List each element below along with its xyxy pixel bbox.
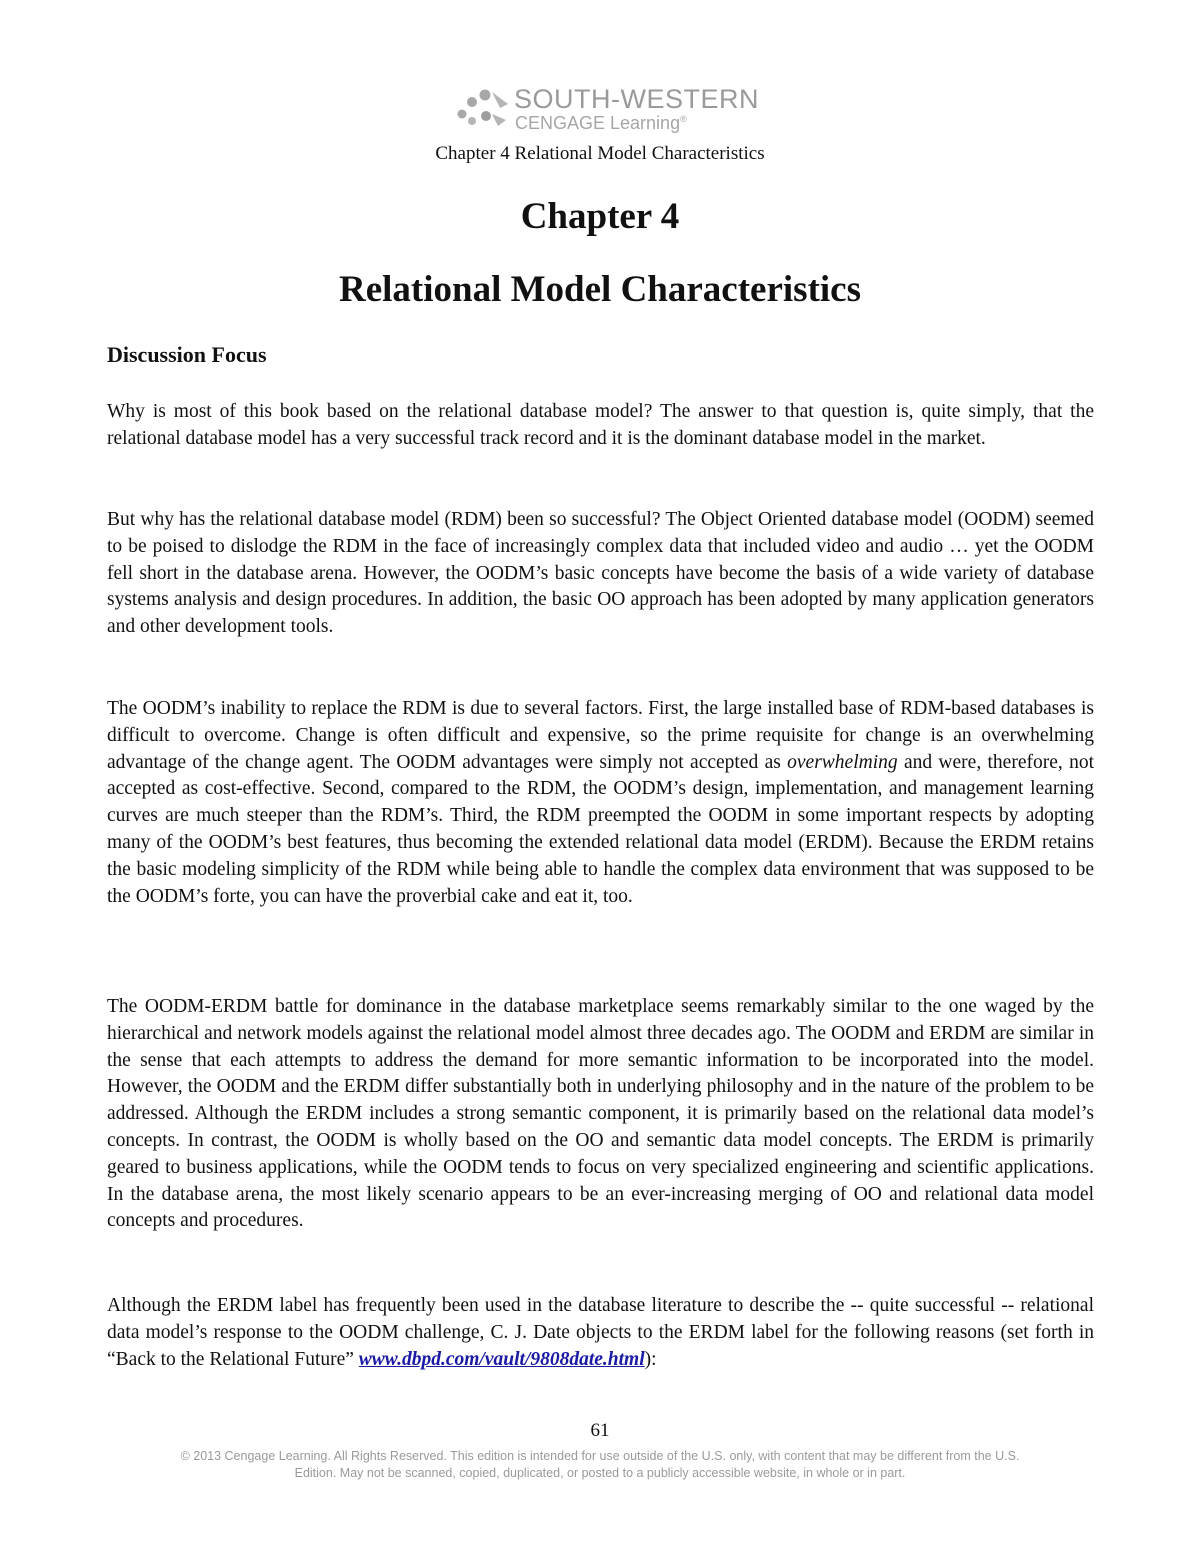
copyright-line-2: Edition. May not be scanned, copied, duplicated, or posted to a publicly accessible website, in whole or in part. [294,1466,906,1480]
copyright-footer [100,1448,1100,1482]
page-number: 61 [590,1420,610,1441]
logo-wordmark-cengage: CENGAGE Learning® [515,113,687,133]
cengage-logo-icon [452,86,510,132]
paragraph-1: Why is most of this book based on the relational database model? The answer to that question is, quite simply, that the relational database model has a very successful track record and it is the dominant database model in the market. [107,401,1094,449]
paragraph-5: Although the ERDM label has frequently been used in the database literature to describe the -- quite successful -- relational data model’s response to the OODM challenge, C. J. Date objects to the ERDM label for the following reasons (set forth in “Back to the Relational Future” www.dbpd.com/vault/9808date.html): [107,1295,1094,1370]
chapter-title: Relational Model Characteristics [339,269,861,310]
reference-link[interactable]: www.dbpd.com/vault/9808date.html [358,1348,645,1370]
chapter-number: Chapter 4 [520,196,680,237]
emphasis-overwhelming: overwhelming [787,751,898,773]
copyright-line-1: © 2013 Cengage Learning. All Rights Reserved. This edition is intended for use outside of the U.S. only, with content that may be different from the U.S. [180,1449,1020,1463]
section-heading: Discussion Focus [107,342,267,367]
paragraph-3: The OODM’s inability to replace the RDM is due to several factors. First, the large installed base of RDM-based databases is difficult to overcome. Change is often difficult and expensive, so the prime requisite for change is an overwhelming advantage of the change agent. The OODM advantages were simply not accepted as overwhelming and were, therefore, not accepted as cost-effective. Second, compared to the RDM, the OODM’s design, implementation, and management learning curves are much steeper than the RDM’s. Third, the RDM preempted the OODM in some important respects by adopting many of the OODM’s best features, thus becoming the extended relational data model (ERDM). Because the ERDM retains the basic modeling simplicity of the RDM while being able to handle the complex data environment that was supposed to be the OODM’s forte, you can have the proverbial cake and eat it, too. [107,698,1094,907]
logo-wordmark-southwestern: SOUTH-WESTERN [514,84,759,114]
paragraph-2: But why has the relational database model (RDM) been so successful? The Object Oriented database model (OODM) seemed to be poised to dislodge the RDM in the face of increasingly complex data that included video and audio … yet the OODM fell short in the database arena. However, the OODM’s basic concepts have become the basis of a wide variety of database systems analysis and design procedures. In addition, the basic OO approach has been adopted by many application generators and other development tools. [107,509,1094,638]
publisher-logo [452,84,759,136]
paragraph-4: The OODM-ERDM battle for dominance in the database marketplace seems remarkably similar to the one waged by the hierarchical and network models against the relational model almost three decades ago. The OODM and ERDM are similar in the sense that each attempts to address the demand for more semantic information to be incorporated into the model. However, the OODM and the ERDM differ substantially both in underlying philosophy and in the nature of the problem to be addressed. Although the ERDM includes a strong semantic component, it is primarily based on the relational data model’s concepts. In contrast, the OODM is wholly based on the OO and semantic data model concepts. The ERDM is primarily geared to business applications, while the OODM tends to focus on very specialized engineering and scientific applications. In the database arena, the most likely scenario appears to be an ever-increasing merging of OO and relational data model concepts and procedures. [107,996,1094,1232]
running-header: Chapter 4 Relational Model Characteristics [435,143,765,164]
